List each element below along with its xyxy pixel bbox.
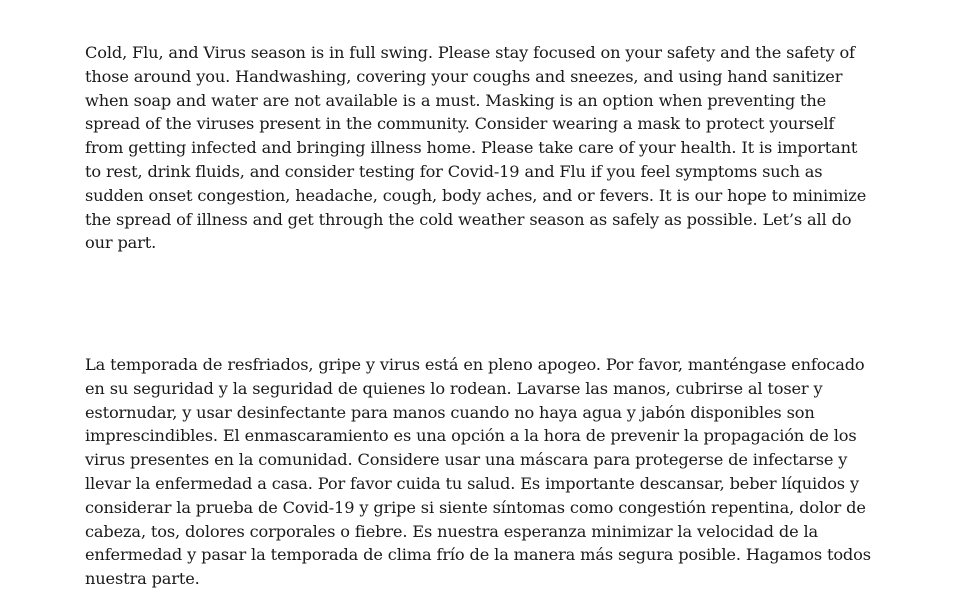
health-notice-spanish-paragraph: La temporada de resfriados, gripe y virus está en pleno apogeo. Por favor, manténgase enfocado en su seguridad y la seguridad de quienes lo rodean. Lavarse las manos, cubrirse al toser y estornudar, y usar desinfectante para manos cuando no haya agua y jabón disponibles son imprescindibles. El enmascaramiento es una opción a la hora de prevenir la propagación de los virus presentes en la comunidad. Considere usar una máscara para protegerse de infectarse y llevar la enfermedad a casa. Por favor cuida tu salud. Es importante descansar, beber líquidos y considerar la prueba de Covid-19 y gripe si siente síntomas como congestión repentina, dolor de cabeza, tos, dolores corporales o fiebre. Es nuestra esperanza minimizar la velocidad de la enfermedad y pasar la temporada de clima frío de la manera más segura posible. Hagamos todos nuestra parte. <box>85 355 871 589</box>
health-notice-english-paragraph: Cold, Flu, and Virus season is in full swing. Please stay focused on your safety and the safety of those around you. Handwashing, covering your coughs and sneezes, and using hand sanitizer when soap and water are not available is a must. Masking is an option when preventing the spread of the viruses present in the community. Consider wearing a mask to protect yourself from getting infected and bringing illness home. Please take care of your health. It is important to rest, drink fluids, and consider testing for Covid-19 and Flu if you feel symptoms such as sudden onset congestion, headache, cough, body aches, and or fevers. It is our hope to minimize the spread of illness and get through the cold weather season as safely as possible. Let’s all do our part. <box>85 43 867 253</box>
